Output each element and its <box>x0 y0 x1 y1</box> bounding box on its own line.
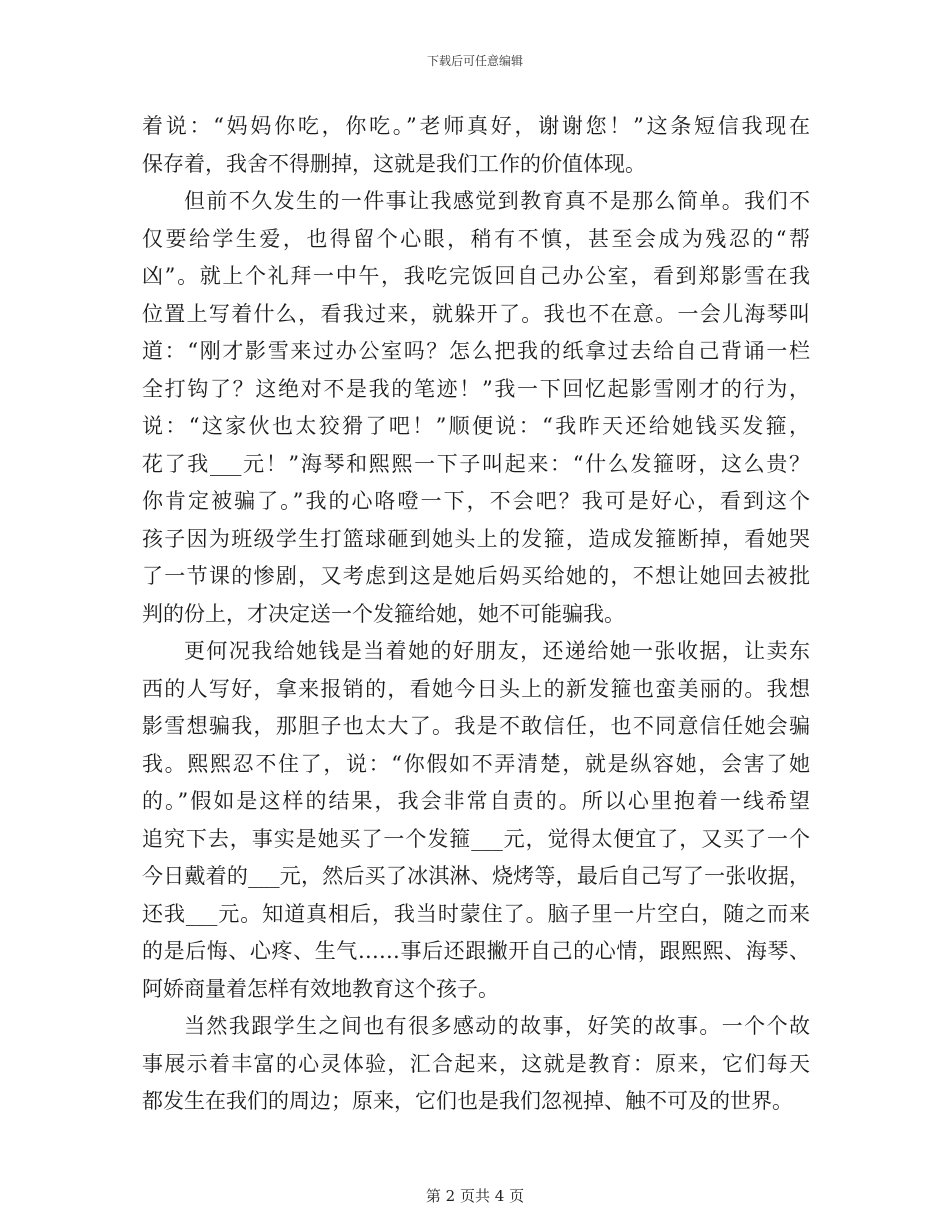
text-line: 仅要给学生爱，也得留个心眼，稍有不慎，甚至会成为残忍的“帮 <box>142 226 810 251</box>
text-line: 凶”。就上个礼拜一中午，我吃完饭回自己办公室，看到郑影雪在我 <box>142 264 810 288</box>
text-line: 今日戴着的___元，然后买了冰淇淋、烧烤等，最后自己写了一张收据， <box>142 864 810 888</box>
paragraph-3 <box>142 633 810 1008</box>
text-line: 说：“这家伙也太狡猾了吧！”顺便说：“我昨天还给她钱买发箍， <box>142 414 810 438</box>
text-line: 道：“刚才影雪来过办公室吗？怎么把我的纸拿过去给自己背诵一栏 <box>142 339 810 363</box>
text-line: 追究下去，事实是她买了一个发箍___元，觉得太便宜了，又买了一个 <box>142 826 810 851</box>
page-header: 下载后可任意编辑 <box>426 54 523 68</box>
text-line: 保存着，我舍不得删掉，这就是我们工作的价值体现。 <box>142 151 646 176</box>
text-line: 位置上写着什么，看我过来，就躲开了。我也不在意。一会儿海琴叫 <box>142 301 810 326</box>
paragraph-4 <box>142 1008 810 1121</box>
page-footer: 第 2 页共 4 页 <box>425 1187 525 1205</box>
text-line: 更何况我给她钱是当着她的好朋友，还递给她一张收据，让卖东 <box>184 639 810 663</box>
text-line: 的是后悔、心疼、生气……事后还跟撇开自己的心情，跟熙熙、海琴、 <box>142 939 810 963</box>
text-line: 全打钩了？这绝对不是我的笔迹！”我一下回忆起影雪刚才的行为， <box>142 376 810 401</box>
text-line: 但前不久发生的一件事让我感觉到教育真不是那么简单。我们不 <box>184 189 810 213</box>
text-line: 阿娇商量着怎样有效地教育这个孩子。 <box>142 976 499 1001</box>
text-line: 我。熙熙忍不住了，说：“你假如不弄清楚，就是纵容她，会害了她 <box>142 751 810 776</box>
text-line: 当然我跟学生之间也有很多感动的故事，好笑的故事。一个个故 <box>184 1014 810 1038</box>
text-line: 都发生在我们的周边；原来，它们也是我们忽视掉、触不可及的世界。 <box>142 1089 793 1113</box>
text-line: 还我___元。知道真相后，我当时蒙住了。脑子里一片空白，随之而来 <box>142 901 810 926</box>
text-line: 的。”假如是这样的结果，我会非常自责的。所以心里抱着一线希望 <box>142 789 810 813</box>
text-line: 你肯定被骗了。”我的心咯噔一下，不会吧？我可是好心，看到这个 <box>142 489 810 513</box>
text-line: 事展示着丰富的心灵体验，汇合起来，这就是教育：原来，它们每天 <box>142 1051 810 1076</box>
paragraph-1 <box>142 108 810 183</box>
text-line: 孩子因为班级学生打篮球砸到她头上的发箍，造成发箍断掉，看她哭 <box>142 526 810 551</box>
text-line: 了一节课的惨剧，又考虑到这是她后妈买给她的，不想让她回去被批 <box>142 564 810 588</box>
text-line: 判的份上，才决定送一个发箍给她，她不可能骗我。 <box>142 601 625 626</box>
text-line: 花了我___元！”海琴和熙熙一下子叫起来：“什么发箍呀，这么贵？ <box>142 451 810 476</box>
paragraph-2 <box>142 183 810 633</box>
text-line: 西的人写好，拿来报销的，看她今日头上的新发箍也蛮美丽的。我想 <box>142 676 810 701</box>
document-body <box>142 108 810 1121</box>
text-line: 着说：“妈妈你吃，你吃。”老师真好，谢谢您！”这条短信我现在 <box>142 114 810 138</box>
text-line: 影雪想骗我，那胆子也太大了。我是不敢信任，也不同意信任她会骗 <box>142 714 810 738</box>
